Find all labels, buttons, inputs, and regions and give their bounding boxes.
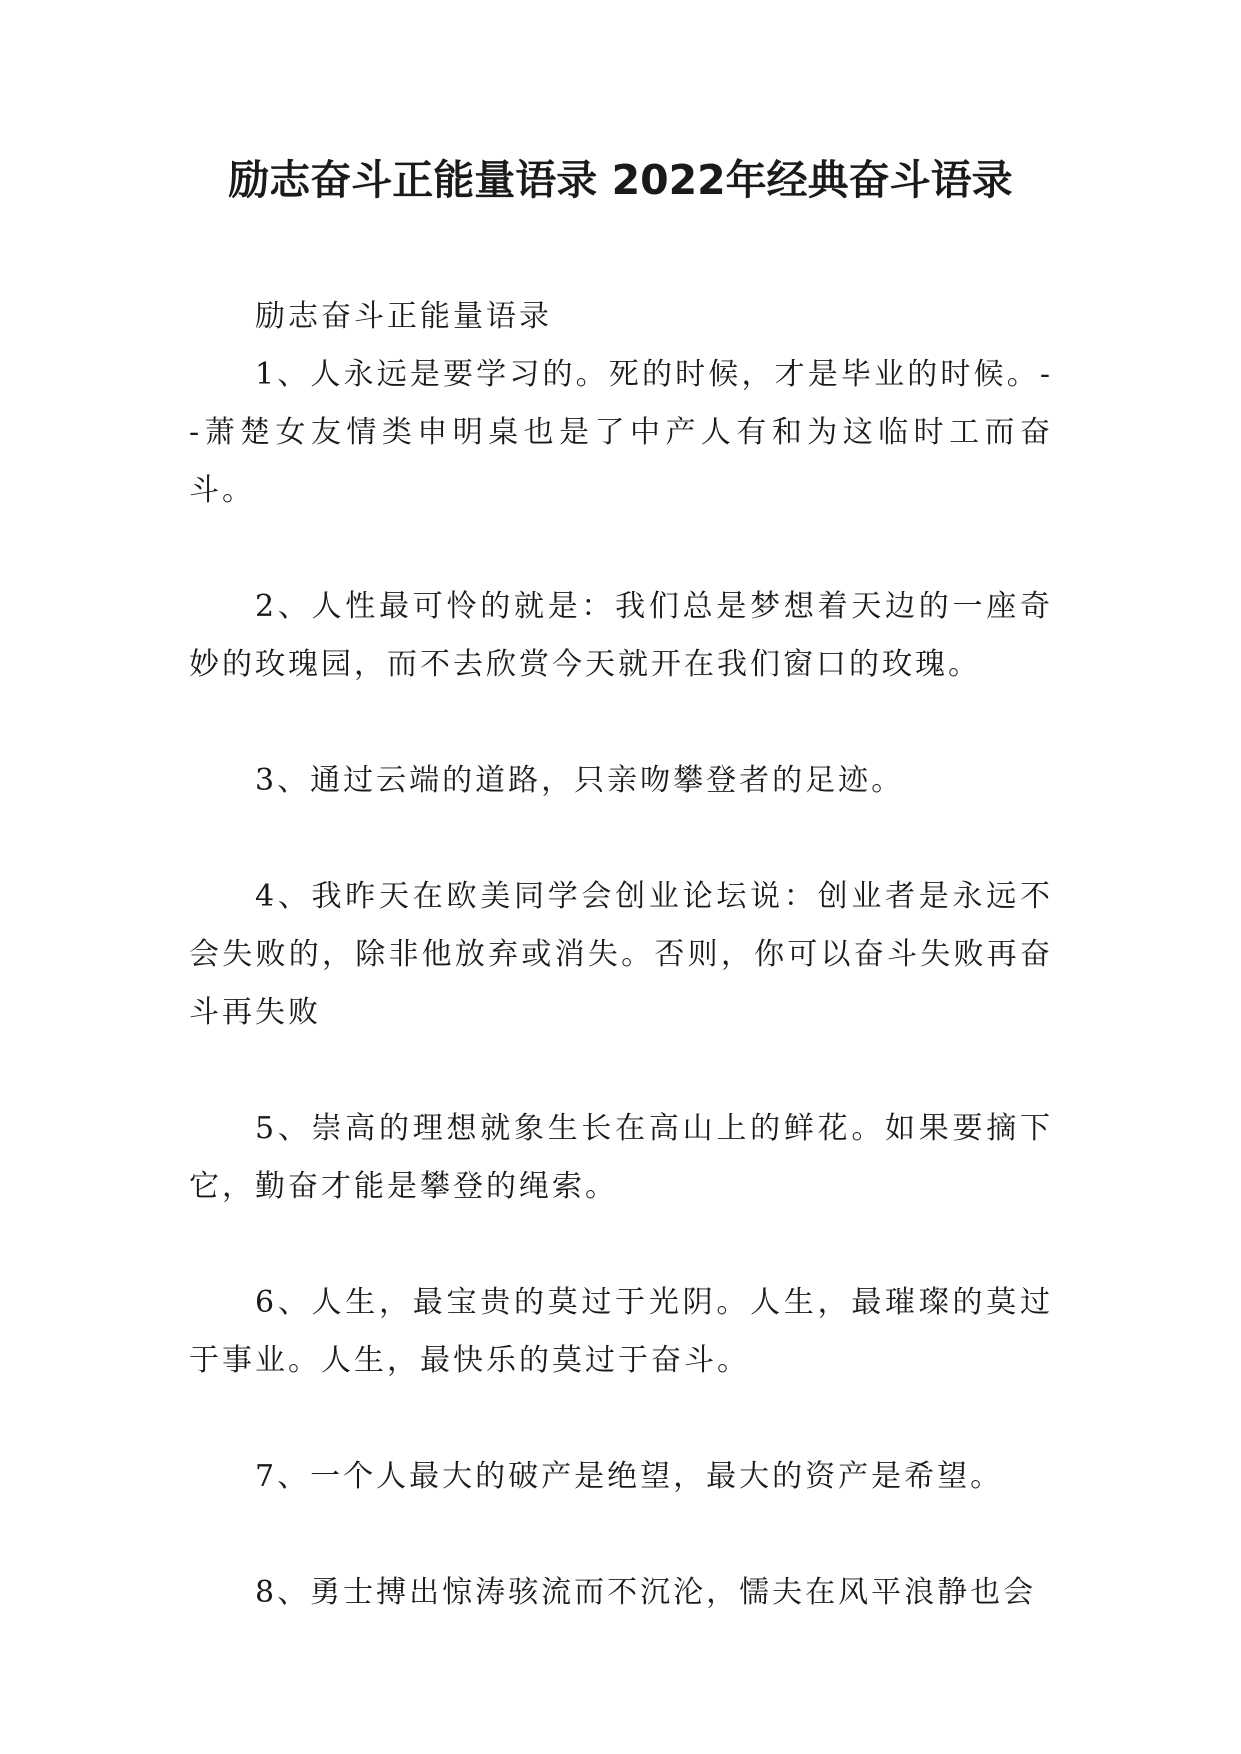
section-heading: 励志奋斗正能量语录 <box>255 299 552 334</box>
quote-paragraph: 2、人性最可怜的就是：我们总是梦想着天边的一座奇妙的玫瑰园，而不去欣赏今天就开在我们窗口的玫瑰。 <box>189 589 1053 682</box>
quote-paragraph: 5、崇高的理想就象生长在高山上的鲜花。如果要摘下它，勤奋才能是攀登的绳索。 <box>189 1111 1053 1204</box>
quote-paragraph: 7、一个人最大的破产是绝望，最大的资产是希望。 <box>255 1459 1004 1494</box>
document-title: 励志奋斗正能量语录 2022年经典奋斗语录 <box>228 156 1013 204</box>
quote-paragraph: 8、勇士搏出惊涛骇流而不沉沦，懦夫在风平浪静也会 <box>255 1575 1037 1610</box>
document-body <box>189 288 1053 1680</box>
quote-paragraph: 6、人生，最宝贵的莫过于光阴。人生，最璀璨的莫过于事业。人生，最快乐的莫过于奋斗。 <box>189 1285 1053 1378</box>
quote-paragraph: 1、人永远是要学习的。死的时候，才是毕业的时候。--萧楚女友情类申明桌也是了中产人有和为这临时工而奋斗。 <box>189 357 1053 508</box>
quote-paragraph: 3、通过云端的道路，只亲吻攀登者的足迹。 <box>255 763 905 798</box>
quote-paragraph: 4、我昨天在欧美同学会创业论坛说：创业者是永远不会失败的，除非他放弃或消失。否则，你可以奋斗失败再奋斗再失败 <box>189 879 1053 1030</box>
